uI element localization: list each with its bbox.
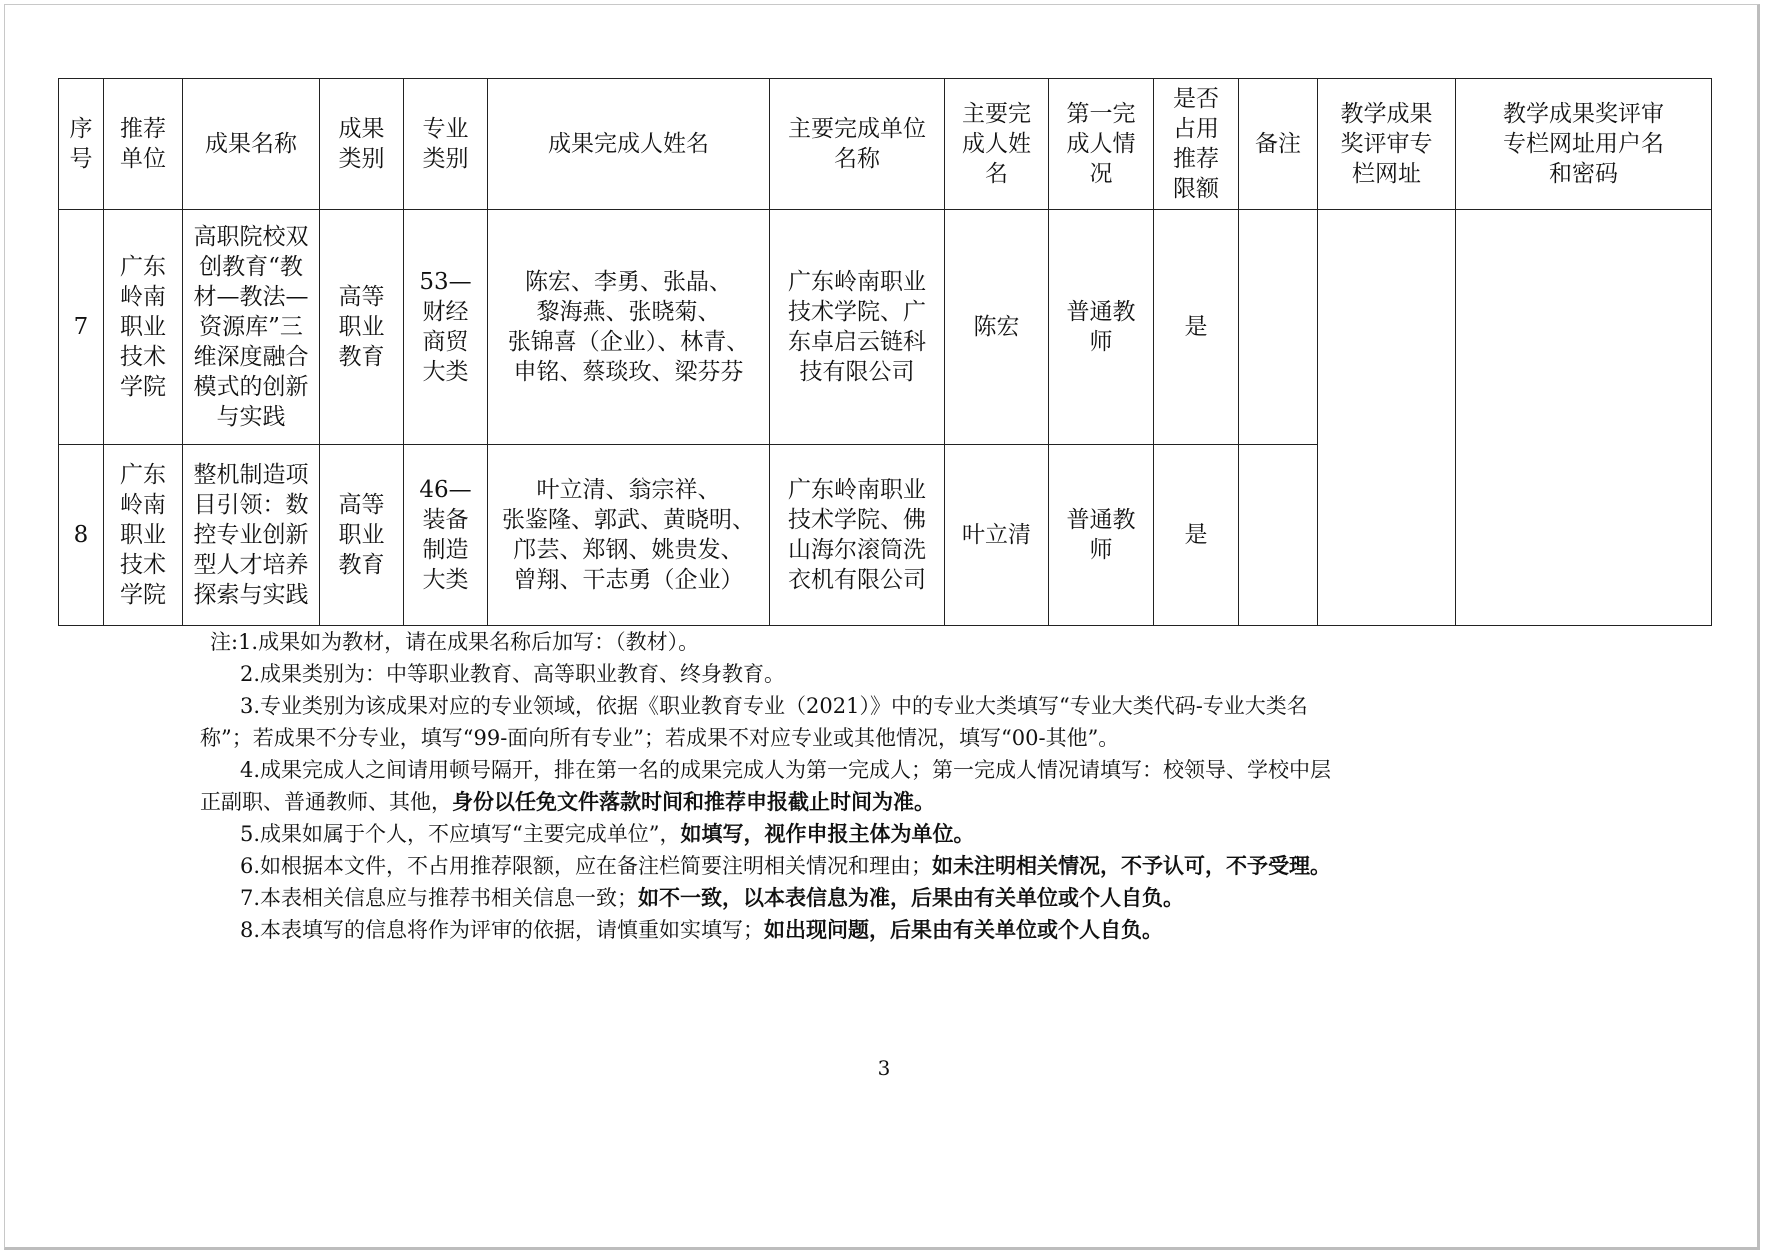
note-5-bold: 如填写，视作申报主体为单位。 <box>680 821 975 846</box>
note-2: 2.成果类别为：中等职业教育、高等职业教育、终身教育。 <box>240 662 786 686</box>
cell-first: 普通教 师 <box>1049 210 1154 445</box>
note-4-bold: 身份以任免文件落款时间和推荐申报截止时间为准。 <box>452 789 935 814</box>
cell-quota: 是 <box>1154 210 1239 445</box>
cell-org: 广东岭南职业 技术学院、广 东卓启云链科 技有限公司 <box>770 210 945 445</box>
cell-leader: 叶立清 <box>945 445 1049 626</box>
cell-people: 叶立清、翁宗祥、 张鉴隆、郭武、黄晓明、 邝芸、郑钢、姚贵发、 曾翔、干志勇（企业） <box>488 445 770 626</box>
cell-leader: 陈宏 <box>945 210 1049 445</box>
header-no: 序 号 <box>59 79 104 210</box>
cell-unit: 广东 岭南 职业 技术 学院 <box>104 210 183 445</box>
cell-category: 高等 职业 教育 <box>320 445 404 626</box>
header-unit: 推荐 单位 <box>104 79 183 210</box>
note-3-continued: 称”；若成果不分专业，填写“99-面向所有专业”；若成果不对应专业或其他情况，填写“00-其他”。 <box>200 726 1120 750</box>
note-1: 注:1.成果如为教材，请在成果名称后加写：（教材）。 <box>210 630 700 654</box>
note-6-bold: 如未注明相关情况，不予认可，不予受理。 <box>932 853 1332 878</box>
cell-title: 高职院校双 创教育“教 材—教法— 资源库”三 维深度融合 模式的创新 与实践 <box>183 210 320 445</box>
note-8-bold: 如出现问题，后果由有关单位或个人自负。 <box>764 917 1164 942</box>
cell-quota: 是 <box>1154 445 1239 626</box>
header-people: 成果完成人姓名 <box>488 79 770 210</box>
cell-people: 陈宏、李勇、张晶、 黎海燕、张晓菊、 张锦喜（企业）、林青、 申铭、蔡琰玫、梁芬芬 <box>488 210 770 445</box>
note-6 <box>210 850 1600 882</box>
cell-title: 整机制造项 目引领：数 控专业创新 型人才培养 探索与实践 <box>183 445 320 626</box>
cell-category: 高等 职业 教育 <box>320 210 404 445</box>
achievement-table <box>58 78 1712 626</box>
cell-major: 53— 财经 商贸 大类 <box>404 210 488 445</box>
cell-account <box>1456 210 1712 626</box>
note-7 <box>210 882 1600 914</box>
cell-org: 广东岭南职业 技术学院、佛 山海尔滚筒洗 衣机有限公司 <box>770 445 945 626</box>
header-url: 教学成果 奖评审专 栏网址 <box>1318 79 1456 210</box>
cell-major: 46— 装备 制造 大类 <box>404 445 488 626</box>
note-5-plain: 5.成果如属于个人，不应填写“主要完成单位”， <box>240 822 681 846</box>
header-account: 教学成果奖评审 专栏网址用户名 和密码 <box>1456 79 1712 210</box>
header-remark: 备注 <box>1239 79 1318 210</box>
note-7-bold: 如不一致，以本表信息为准，后果由有关单位或个人自负。 <box>638 885 1185 910</box>
cell-remark <box>1239 210 1318 445</box>
header-quota: 是否 占用 推荐 限额 <box>1154 79 1239 210</box>
note-3: 3.专业类别为该成果对应的专业领域，依据《职业教育专业（2021）》中的专业大类填写“专业大类代码-专业大类名 <box>240 694 1308 718</box>
header-category: 成果 类别 <box>320 79 404 210</box>
note-6-plain: 6.如根据本文件，不占用推荐限额，应在备注栏简要注明相关情况和理由； <box>240 854 933 878</box>
note-7-plain: 7.本表相关信息应与推荐书相关信息一致； <box>240 886 639 910</box>
cell-remark <box>1239 445 1318 626</box>
table-notes <box>200 626 1600 946</box>
note-4-continued <box>200 786 1600 818</box>
cell-first: 普通教 师 <box>1049 445 1154 626</box>
header-leader: 主要完 成人姓 名 <box>945 79 1049 210</box>
note-4-plain: 正副职、普通教师、其他， <box>200 790 452 814</box>
note-4: 4.成果完成人之间请用顿号隔开，排在第一名的成果完成人为第一完成人；第一完成人情况请填写：校领导、学校中层 <box>240 758 1332 782</box>
page-number: 3 <box>877 1056 891 1080</box>
cell-no: 8 <box>59 445 104 626</box>
cell-no: 7 <box>59 210 104 445</box>
note-8 <box>210 914 1600 946</box>
note-5 <box>210 818 1600 850</box>
note-8-plain: 8.本表填写的信息将作为评审的依据，请慎重如实填写； <box>240 918 765 942</box>
header-first: 第一完 成人情 况 <box>1049 79 1154 210</box>
table-header-row <box>59 79 1712 210</box>
table-row <box>59 210 1712 445</box>
cell-url <box>1318 210 1456 626</box>
cell-unit: 广东 岭南 职业 技术 学院 <box>104 445 183 626</box>
header-title: 成果名称 <box>183 79 320 210</box>
header-org: 主要完成单位 名称 <box>770 79 945 210</box>
header-major: 专业 类别 <box>404 79 488 210</box>
